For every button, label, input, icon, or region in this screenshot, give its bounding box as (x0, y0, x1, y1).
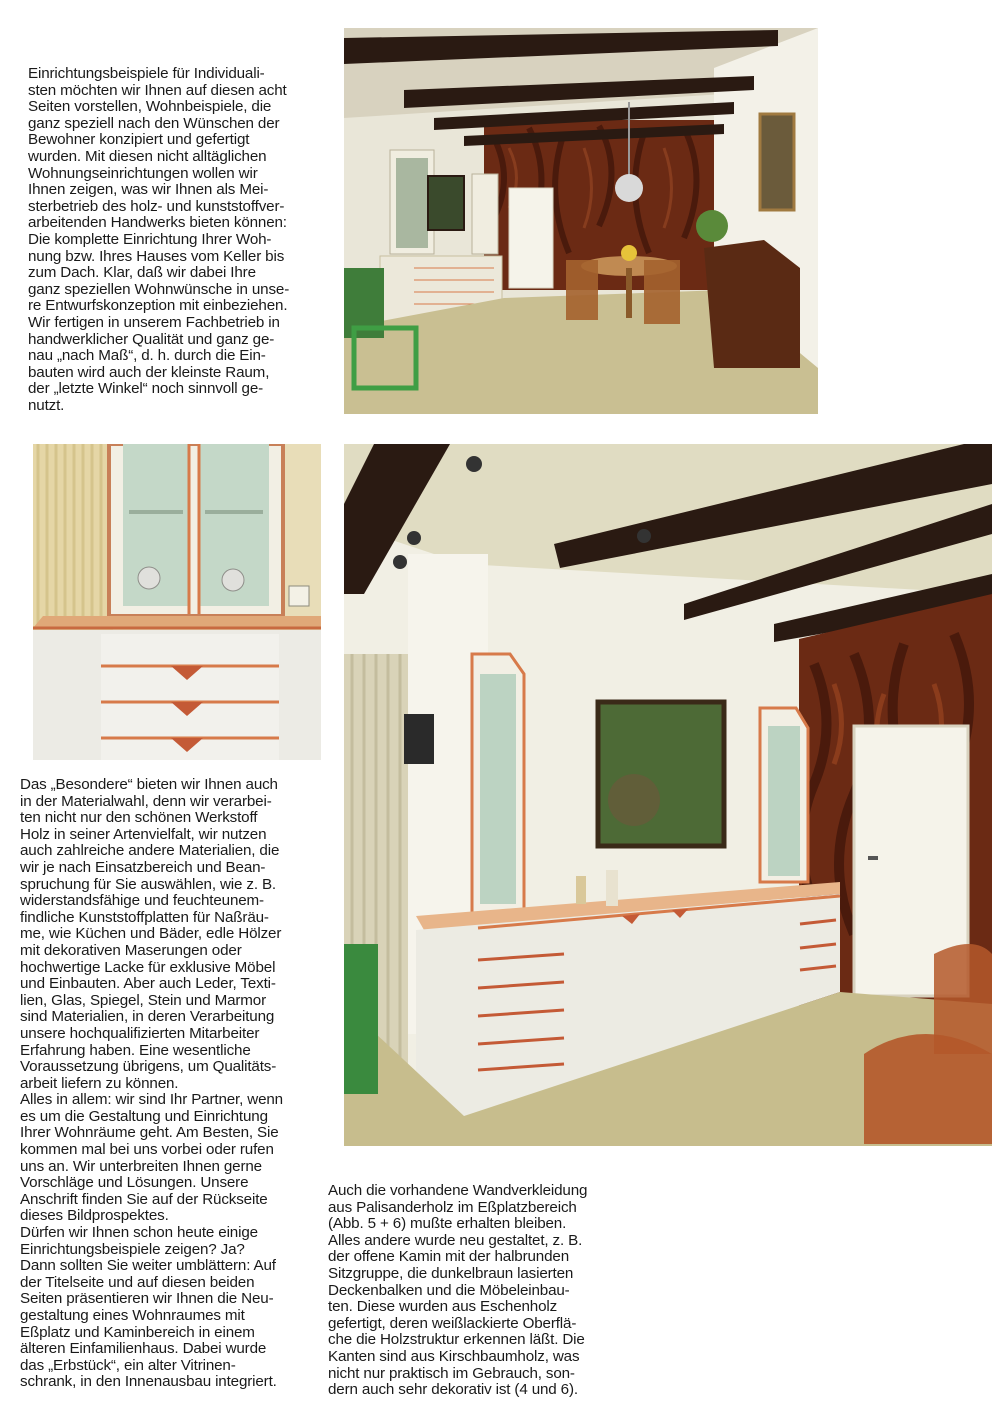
text-line: (Abb. 5 + 6) mußte erhalten bleiben. (328, 1215, 567, 1233)
text-line: wir je nach Einsatzbereich und Bean- (20, 858, 266, 876)
text-line: Eßplatz und Kaminbereich in einem (20, 1323, 255, 1341)
text-line: ganz speziellen Wohnwünsche in unse- (28, 280, 290, 298)
text-line: Sitzgruppe, die dunkelbraun lasierten (328, 1264, 574, 1282)
text-line: widerstandsfähige und feuchteunem- (20, 892, 264, 910)
text-line: der offene Kamin mit der halbrunden (328, 1248, 569, 1266)
text-line: Einrichtungsbeispiele für Individuali- (28, 65, 265, 82)
text-line: zum Dach. Klar, daß wir dabei Ihre (28, 264, 256, 282)
text-line: Ihrer Wohnräume geht. Am Besten, Sie (20, 1124, 279, 1142)
text-line: Einrichtungsbeispiele zeigen? Ja? (20, 1240, 245, 1258)
text-line: ten. Diese wurden aus Eschenholz (328, 1298, 558, 1316)
text-line: nutzt. (28, 396, 65, 414)
photo-built-in-wall (344, 444, 992, 1146)
text-line: ganz speziell nach den Wünschen der (28, 114, 280, 132)
text-line: auch zahlreiche andere Materialien, die (20, 842, 280, 860)
text-line: re Entwurfskonzeption mit einbeziehen. (28, 297, 288, 315)
text-line: spruchung für Sie auswählen, wie z. B. (20, 875, 277, 893)
text-line: che die Holzstruktur erkennen läßt. Die (328, 1331, 585, 1349)
text-line: aus Palisanderholz im Eßplatzbereich (328, 1198, 577, 1216)
text-line: arbeit liefern zu können. (20, 1074, 179, 1092)
intro-text (28, 66, 328, 414)
text-line: und Einbauten. Aber auch Leder, Texti- (20, 975, 276, 993)
text-line: Holz in seiner Artenvielfalt, wir nutzen (20, 825, 267, 843)
text-line: gestaltung eines Wohnraumes mit (20, 1307, 245, 1324)
text-line: in der Materialwahl, denn wir verarbei- (20, 792, 272, 810)
text-line: Dann sollten Sie weiter umblättern: Auf (20, 1257, 276, 1275)
text-line: unsere hochqualifizierten Mitarbeiter (20, 1024, 260, 1042)
photo-dining-room (344, 28, 818, 414)
text-line: Deckenbalken und die Möbeleinbau- (328, 1281, 570, 1299)
text-line: gefertigt, deren weißlackierte Oberflä- (328, 1314, 577, 1332)
middle-text (20, 777, 330, 1391)
text-line: lien, Glas, Spiegel, Stein und Marmor (20, 991, 267, 1009)
text-line: nung bzw. Ihres Hauses vom Keller bis (28, 247, 285, 265)
text-line: Wohnungseinrichtungen wollen wir (28, 164, 258, 182)
text-line: älteren Einfamilienhaus. Dabei wurde (20, 1340, 267, 1358)
text-line: Auch die vorhandene Wandverkleidung (328, 1182, 588, 1199)
text-line: Alles in allem: wir sind Ihr Partner, wenn (20, 1091, 283, 1109)
text-line: sterbetrieb des holz- und kunststoffver- (28, 197, 285, 215)
text-line: dern auch sehr dekorativ ist (4 und 6). (328, 1381, 578, 1399)
text-line: Dürfen wir Ihnen schon heute einige (20, 1224, 258, 1242)
text-line: handwerklicher Qualität und ganz ge- (28, 330, 275, 348)
text-line: Seiten präsentieren wir Ihnen die Neu- (20, 1290, 274, 1308)
text-line: me, wie Küchen und Bäder, edle Hölzer (20, 925, 282, 943)
dining-room-image (344, 28, 818, 414)
text-line: mit dekorativen Maserungen oder (20, 941, 242, 959)
text-line: nau „nach Maß“, d. h. durch die Ein- (28, 347, 266, 365)
text-line: Seiten vorstellen, Wohnbeispiele, die (28, 98, 272, 116)
text-line: sten möchten wir Ihnen auf diesen acht (28, 81, 287, 99)
caption-text (328, 1183, 638, 1399)
text-line: Voraussetzung übrigens, um Qualitäts- (20, 1058, 277, 1076)
text-line: Wir fertigen in unserem Fachbetrieb in (28, 313, 280, 331)
text-line: Ihnen zeigen, was wir Ihnen als Mei- (28, 181, 269, 199)
text-line: der „letzte Winkel“ noch sinnvoll ge- (28, 380, 264, 398)
text-line: Die komplette Einrichtung Ihrer Woh- (28, 230, 272, 248)
text-line: uns an. Wir unterbreiten Ihnen gerne (20, 1157, 262, 1175)
text-line: der Titelseite und auf diesen beiden (20, 1273, 255, 1291)
text-line: Kanten sind aus Kirschbaumholz, was (328, 1347, 580, 1365)
text-line: hochwertige Lacke für exklusive Möbel (20, 958, 276, 976)
text-line: dieses Bildprospektes. (20, 1207, 169, 1225)
built-in-wall-image (344, 444, 992, 1146)
text-line: Alles andere wurde neu gestaltet, z. B. (328, 1231, 583, 1249)
text-line: ten nicht nur den schönen Werkstoff (20, 809, 258, 827)
text-line: Erfahrung haben. Eine wesentliche (20, 1041, 251, 1059)
text-line: bauten wird auch der kleinste Raum, (28, 363, 270, 381)
text-line: es um die Gestaltung und Einrichtung (20, 1107, 268, 1125)
text-line: sind Materialien, in deren Verarbeitung (20, 1008, 275, 1026)
text-line: Bewohner konzipiert und gefertigt (28, 131, 250, 149)
text-line: das „Erbstück“, ein alter Vitrinen- (20, 1356, 236, 1374)
text-line: Anschrift finden Sie auf der Rückseite (20, 1190, 268, 1208)
text-line: findliche Kunststoffplatten für Naßräu- (20, 908, 269, 926)
text-line: Vorschläge und Lösungen. Unsere (20, 1174, 249, 1192)
text-line: schrank, in den Innenausbau integriert. (20, 1373, 277, 1391)
text-line: nicht nur praktisch im Gebrauch, son- (328, 1364, 575, 1382)
cabinet-detail-image (33, 444, 321, 760)
text-line: kommen mal bei uns vorbei oder rufen (20, 1141, 274, 1159)
photo-cabinet-detail (33, 444, 321, 760)
text-line: wurden. Mit diesen nicht alltäglichen (28, 147, 267, 165)
text-line: Das „Besondere“ bieten wir Ihnen auch (20, 776, 278, 793)
text-line: arbeitenden Handwerks bieten können: (28, 214, 287, 232)
